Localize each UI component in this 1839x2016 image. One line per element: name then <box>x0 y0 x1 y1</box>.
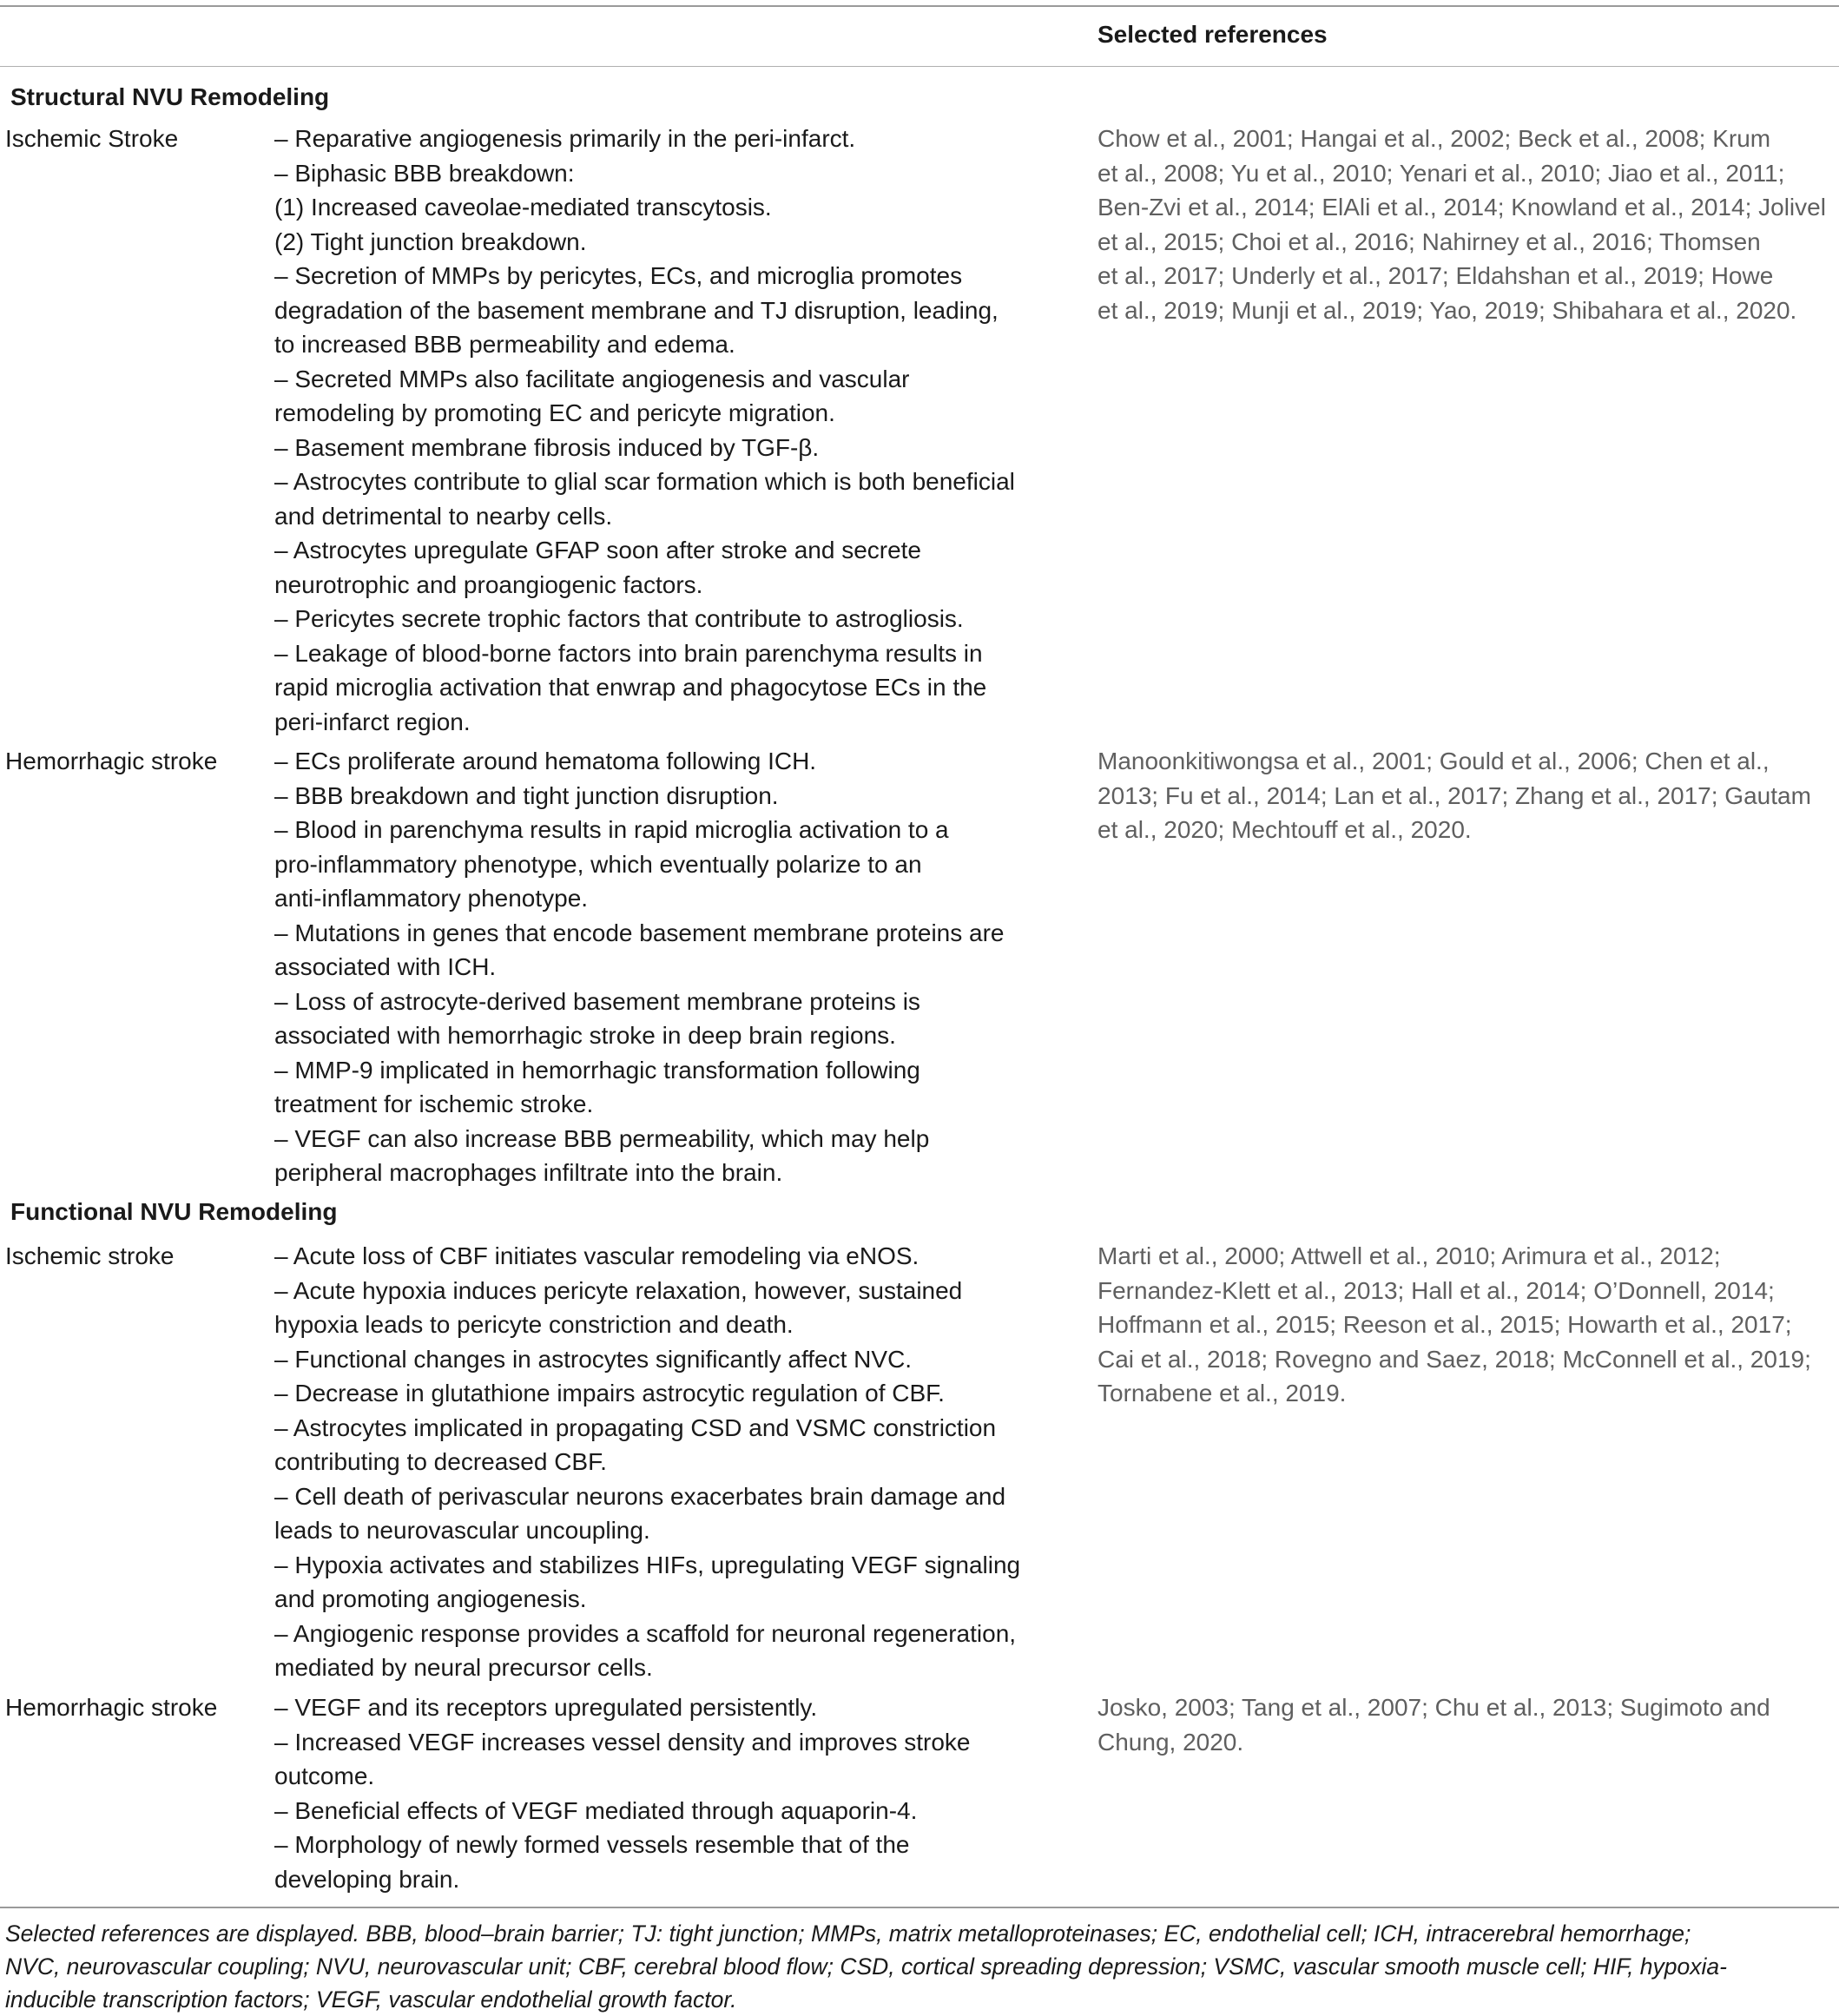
list-item-line: pro-inflammatory phenotype, which eventually polarize to an <box>274 850 922 878</box>
list-item-line: remodeling by promoting EC and pericyte migration. <box>274 399 835 426</box>
list-item <box>274 1725 1056 1794</box>
list-item <box>274 916 1056 985</box>
list-item-line: mediated by neural precursor cells. <box>274 1654 653 1681</box>
list-item-line: – Leakage of blood-borne factors into brain parenchyma results in <box>274 639 983 667</box>
table-footnote <box>5 1917 1834 2016</box>
reference-line: Chow et al., 2001; Hangai et al., 2002; Beck et al., 2008; Krum <box>1097 125 1771 152</box>
reference-line: Tornabene et al., 2019. <box>1097 1380 1347 1407</box>
list-item <box>274 1342 1056 1377</box>
list-item-line: – Loss of astrocyte-derived basement membrane proteins is <box>274 987 920 1015</box>
list-item <box>274 190 1056 225</box>
list-item <box>274 985 1056 1053</box>
list-item-line: – MMP-9 implicated in hemorrhagic transformation following <box>274 1056 920 1084</box>
list-item <box>274 1053 1056 1122</box>
list-item-line: – Blood in parenchyma results in rapid microglia activation to a <box>274 816 949 843</box>
list-item <box>274 225 1056 260</box>
list-item <box>274 1617 1056 1685</box>
list-item <box>274 813 1056 916</box>
list-item <box>274 1794 1056 1828</box>
list-item-line: – Beneficial effects of VEGF mediated through aquaporin-4. <box>274 1796 918 1824</box>
reference-line: Josko, 2003; Tang et al., 2007; Chu et al., 2013; Sugimoto and <box>1097 1694 1770 1721</box>
list-item-line: hypoxia leads to pericyte constriction and death. <box>274 1311 794 1338</box>
list-item-line: – Angiogenic response provides a scaffold for neuronal regeneration, <box>274 1619 1017 1647</box>
list-item-line: rapid microglia activation that enwrap and phagocytose ECs in the <box>274 674 987 701</box>
row-label: Hemorrhagic stroke <box>5 1694 218 1721</box>
list-item-line: developing brain. <box>274 1865 460 1893</box>
list-item-line: contributing to decreased CBF. <box>274 1448 607 1475</box>
references-cell <box>1097 744 1836 847</box>
list-item-line: – Astrocytes upregulate GFAP soon after stroke and secrete <box>274 537 922 563</box>
reference-line: Manoonkitiwongsa et al., 2001; Gould et al., 2006; Chen et al., <box>1097 748 1770 774</box>
list-item-line: – Acute loss of CBF initiates vascular remodeling via eNOS. <box>274 1242 920 1269</box>
list-item-line: neurotrophic and proangiogenic factors. <box>274 570 703 598</box>
list-item <box>274 1690 1056 1725</box>
finding-list <box>274 1690 1056 1896</box>
list-item <box>274 602 1056 636</box>
reference-line: Cai et al., 2018; Rovegno and Saez, 2018; McConnell et al., 2019; <box>1097 1345 1811 1373</box>
list-item <box>274 1411 1056 1479</box>
table-bottom-rule <box>0 1907 1839 1908</box>
list-item-line: – Hypoxia activates and stabilizes HIFs, upregulating VEGF signaling <box>274 1551 1021 1578</box>
list-item-line: treatment for ischemic stroke. <box>274 1090 594 1117</box>
list-item-line: – Secretion of MMPs by pericytes, ECs, and microglia promotes <box>274 262 963 289</box>
list-item-line: – Astrocytes contribute to glial scar formation which is both beneficial <box>274 468 1015 495</box>
list-item-line: – Cell death of perivascular neurons exacerbates brain damage and <box>274 1482 1006 1510</box>
list-item-line: – Basement membrane fibrosis induced by TGF-β. <box>274 433 820 461</box>
list-item <box>274 1376 1056 1411</box>
list-item-line: degradation of the basement membrane and TJ disruption, leading, <box>274 296 999 324</box>
list-item-line: – VEGF and its receptors upregulated persistently. <box>274 1694 818 1721</box>
table-header-rule <box>0 66 1839 67</box>
section-heading-functional: Functional NVU Remodeling <box>10 1198 338 1225</box>
list-item <box>274 259 1056 362</box>
list-item <box>274 1122 1056 1190</box>
list-item <box>274 533 1056 602</box>
list-item-line: and detrimental to nearby cells. <box>274 502 613 530</box>
reference-line: et al., 2015; Choi et al., 2016; Nahirney et al., 2016; Thomsen <box>1097 227 1761 255</box>
row-label: Ischemic Stroke <box>5 125 179 152</box>
list-item-line: (2) Tight junction breakdown. <box>274 227 587 255</box>
list-item-line: to increased BBB permeability and edema. <box>274 331 735 358</box>
list-item-line: anti-inflammatory phenotype. <box>274 885 589 912</box>
list-item-line: – Mutations in genes that encode basement membrane proteins are <box>274 919 1005 946</box>
list-item-line: – ECs proliferate around hematoma following ICH. <box>274 748 817 774</box>
list-item-line: – BBB breakdown and tight junction disruption. <box>274 781 779 809</box>
list-item <box>274 1239 1056 1274</box>
list-item-line: – Decrease in glutathione impairs astrocytic regulation of CBF. <box>274 1380 945 1407</box>
reference-line: Marti et al., 2000; Attwell et al., 2010; Arimura et al., 2012; <box>1097 1242 1721 1269</box>
list-item <box>274 122 1056 156</box>
table-top-rule <box>0 5 1839 7</box>
finding-list <box>274 1239 1056 1685</box>
list-item <box>274 464 1056 533</box>
list-item-line: – Increased VEGF increases vessel density and improves stroke <box>274 1728 971 1756</box>
reference-line: Chung, 2020. <box>1097 1728 1244 1756</box>
list-item-line: – Secreted MMPs also facilitate angiogenesis and vascular <box>274 365 910 392</box>
list-item-line: – Morphology of newly formed vessels resemble that of the <box>274 1831 910 1858</box>
list-item-line: peripheral macrophages infiltrate into the brain. <box>274 1159 783 1186</box>
row-label: Hemorrhagic stroke <box>5 748 218 774</box>
list-item-line: (1) Increased caveolae-mediated transcytosis. <box>274 194 772 221</box>
list-item-line: leads to neurovascular uncoupling. <box>274 1517 650 1544</box>
list-item-line: – Reparative angiogenesis primarily in the peri-infarct. <box>274 125 856 152</box>
list-item <box>274 1548 1056 1617</box>
list-item <box>274 779 1056 814</box>
list-item <box>274 1828 1056 1896</box>
list-item-line: outcome. <box>274 1762 375 1789</box>
section-heading-structural: Structural NVU Remodeling <box>10 83 330 110</box>
list-item <box>274 744 1056 779</box>
reference-line: 2013; Fu et al., 2014; Lan et al., 2017; Zhang et al., 2017; Gautam <box>1097 781 1811 809</box>
list-item-line: and promoting angiogenesis. <box>274 1585 587 1612</box>
footnote-line: inducible transcription factors; VEGF, vascular endothelial growth factor. <box>5 1986 737 2013</box>
list-item-line: – Pericytes secrete trophic factors that contribute to astrogliosis. <box>274 605 964 632</box>
finding-list <box>274 122 1056 739</box>
list-item <box>274 362 1056 431</box>
reference-line: et al., 2008; Yu et al., 2010; Yenari et al., 2010; Jiao et al., 2011; <box>1097 159 1785 187</box>
list-item-line: associated with hemorrhagic stroke in deep brain regions. <box>274 1022 896 1049</box>
reference-line: Hoffmann et al., 2015; Reeson et al., 2015; Howarth et al., 2017; <box>1097 1311 1792 1338</box>
list-item-line: – Functional changes in astrocytes significantly affect NVC. <box>274 1345 913 1373</box>
references-cell <box>1097 1239 1836 1411</box>
list-item-line: – VEGF can also increase BBB permeability, which may help <box>274 1124 930 1152</box>
finding-list <box>274 744 1056 1190</box>
list-item-line: – Biphasic BBB breakdown: <box>274 159 575 187</box>
reference-line: Ben-Zvi et al., 2014; ElAli et al., 2014; Knowland et al., 2014; Jolivel <box>1097 194 1826 221</box>
list-item <box>274 431 1056 465</box>
row-label: Ischemic stroke <box>5 1242 175 1269</box>
reference-line: Fernandez-Klett et al., 2013; Hall et al., 2014; O’Donnell, 2014; <box>1097 1276 1775 1304</box>
reference-line: et al., 2017; Underly et al., 2017; Eldahshan et al., 2019; Howe <box>1097 262 1774 289</box>
list-item-line: associated with ICH. <box>274 953 497 980</box>
list-item-line: – Astrocytes implicated in propagating CSD and VSMC constriction <box>274 1413 997 1441</box>
reference-line: et al., 2019; Munji et al., 2019; Yao, 2019; Shibahara et al., 2020. <box>1097 296 1797 324</box>
references-column-header: Selected references <box>1097 21 1328 48</box>
reference-line: et al., 2020; Mechtouff et al., 2020. <box>1097 816 1472 843</box>
list-item <box>274 156 1056 191</box>
references-cell <box>1097 1690 1836 1759</box>
list-item-line: – Acute hypoxia induces pericyte relaxation, however, sustained <box>274 1276 963 1304</box>
footnote-line: Selected references are displayed. BBB, blood–brain barrier; TJ: tight junction; MMPs, matrix metalloproteinases; EC, endothelial cell; ICH, intracerebral hemorrhage; <box>5 1920 1691 1947</box>
footnote-line: NVC, neurovascular coupling; NVU, neurovascular unit; CBF, cerebral blood flow; CSD, cortical spreading depression; VSMC, vascular smooth muscle cell; HIF, hypoxia- <box>5 1953 1727 1980</box>
list-item <box>274 1479 1056 1548</box>
references-cell <box>1097 122 1836 327</box>
list-item <box>274 636 1056 740</box>
list-item <box>274 1274 1056 1342</box>
list-item-line: peri-infarct region. <box>274 708 471 735</box>
